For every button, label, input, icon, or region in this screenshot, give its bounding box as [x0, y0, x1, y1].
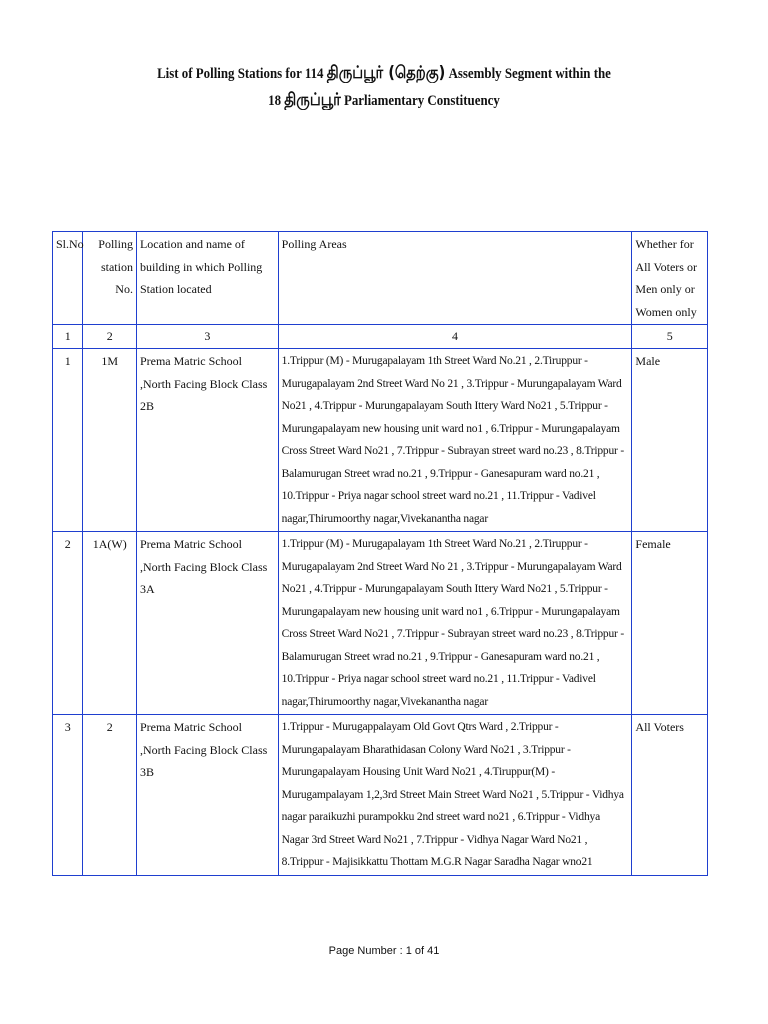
row-slno: 1	[53, 349, 83, 532]
title-tamil-constituency: திருப்பூர்	[284, 90, 341, 110]
row-voter-type: Female	[632, 532, 708, 715]
document-title-line-1	[54, 63, 714, 85]
row-polling-areas: 1.Trippur (M) - Murugapalayam 1th Street Ward No.21 , 2.Tiruppur - Murugapalayam 2nd Street Ward No 21 , 3.Trippur - Murungapalayam Ward No21 , 4.Trippur - Murungapalayam South Ittery Ward No21 , 5.Trippur - Murungapalayam new housing unit ward no1 , 6.Trippur - Murungapalayam Cross Street Ward No21 , 7.Trippur - Subrayan street ward no.23 , 8.Trippur - Balamurugan Street wrad no.21 , 9.Trippur - Ganesapuram ward no.21 , 10.Trippur - Priya nagar school street ward no.21 , 11.Trippur - Vadivel nagar,Thirumoorthy nagar,Vivekanantha nagar	[278, 532, 632, 715]
row-station-no: 2	[83, 715, 137, 876]
column-number: 3	[136, 325, 278, 349]
header-location: Location and name of building in which Polling Station located	[136, 232, 278, 325]
column-number: 2	[83, 325, 137, 349]
header-slno: Sl.No	[53, 232, 83, 325]
document-title-line-2	[54, 90, 714, 112]
title-tamil-assembly: திருப்பூர் (தெற்கு)	[326, 63, 446, 83]
title-constituency-suffix: Parliamentary Constituency	[343, 93, 500, 109]
title-suffix: Assembly Segment within the	[448, 66, 611, 82]
row-slno: 3	[53, 715, 83, 876]
row-voter-type: All Voters	[632, 715, 708, 876]
table-header-row	[53, 232, 708, 325]
title-constituency-number: 18	[268, 93, 282, 109]
column-number: 4	[278, 325, 632, 349]
row-polling-areas: 1.Trippur - Murugappalayam Old Govt Qtrs Ward , 2.Trippur - Murungapalayam Bharathidasan Colony Ward No21 , 3.Trippur - Murungapalayam Housing Unit Ward No21 , 4.Tiruppur(M) - Murugampalayam 1,2,3rd Street Main Street Ward No21 , 5.Trippur - Vidhya nagar paraikuzhi purampokku 2nd street ward no21 , 6.Trippur - Vidhya Nagar 3rd Street Ward No21 , 7.Trippur - Vidhya Nagar Ward No21 , 8.Trippur - Majisikkattu Thottam M.G.R Nagar Saradha Nagar wno21	[278, 715, 632, 876]
table-row	[53, 532, 708, 715]
row-location: Prema Matric School ,North Facing Block Class 3A	[136, 532, 278, 715]
row-location: Prema Matric School ,North Facing Block Class 3B	[136, 715, 278, 876]
table-row	[53, 715, 708, 876]
row-station-no: 1M	[83, 349, 137, 532]
title-prefix: List of Polling Stations for 114	[157, 66, 324, 82]
row-slno: 2	[53, 532, 83, 715]
header-station-no: Polling station No.	[83, 232, 137, 325]
row-voter-type: Male	[632, 349, 708, 532]
row-polling-areas: 1.Trippur (M) - Murugapalayam 1th Street Ward No.21 , 2.Tiruppur - Murugapalayam 2nd Street Ward No 21 , 3.Trippur - Murungapalayam Ward No21 , 4.Trippur - Murungapalayam South Ittery Ward No21 , 5.Trippur - Murungapalayam new housing unit ward no1 , 6.Trippur - Murungapalayam Cross Street Ward No21 , 7.Trippur - Subrayan street ward no.23 , 8.Trippur - Balamurugan Street wrad no.21 , 9.Trippur - Ganesapuram ward no.21 , 10.Trippur - Priya nagar school street ward no.21 , 11.Trippur - Vadivel nagar,Thirumoorthy nagar,Vivekanantha nagar	[278, 349, 632, 532]
header-polling-areas: Polling Areas	[278, 232, 632, 325]
column-number-row	[53, 325, 708, 349]
page-number: Page Number : 1 of 41	[328, 945, 440, 957]
column-number: 5	[632, 325, 708, 349]
row-location: Prema Matric School ,North Facing Block Class 2B	[136, 349, 278, 532]
column-number: 1	[53, 325, 83, 349]
row-station-no: 1A(W)	[83, 532, 137, 715]
table-row	[53, 349, 708, 532]
header-voter-type: Whether for All Voters or Men only or Women only	[632, 232, 708, 325]
polling-stations-table	[52, 231, 708, 876]
